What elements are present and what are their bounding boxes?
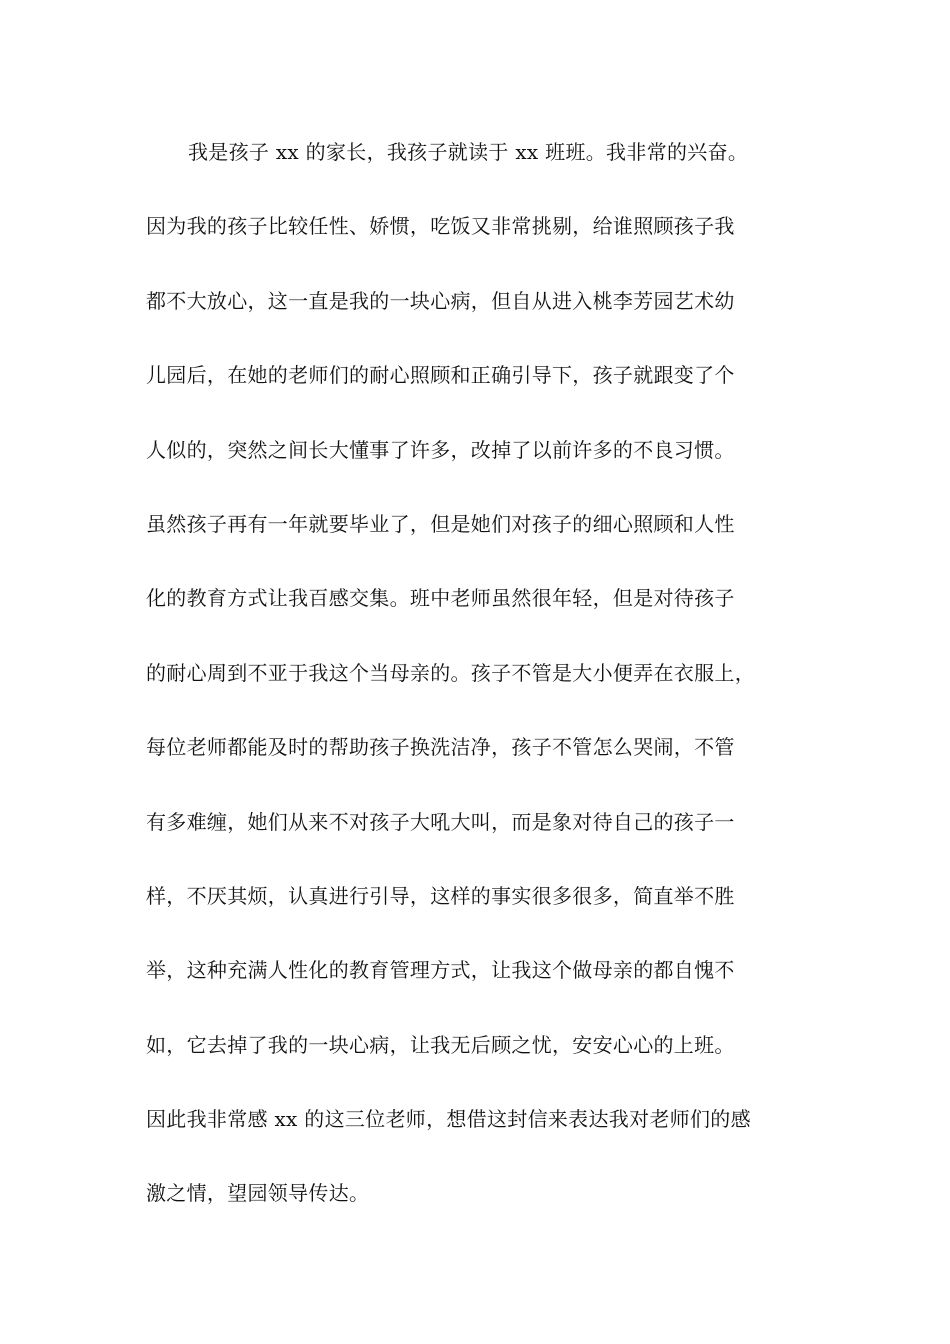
text-line-12: 举，这种充满人性化的教育管理方式，让我这个做母亲的都自愧不: [146, 958, 735, 983]
text-line-1: 我是孩子 xx 的家长，我孩子就读于 xx 班班。我非常的兴奋。: [188, 140, 749, 164]
text-line-2: 因为我的孩子比较任性、娇惯，吃饭又非常挑剔，给谁照顾孩子我: [146, 214, 735, 239]
text-line-11: 样，不厌其烦，认真进行引导，这样的事实很多很多，简直举不胜: [146, 883, 735, 908]
text-line-3: 都不大放心，这一直是我的一块心病，但自从进入桃李芳园艺术幼: [146, 288, 735, 313]
text-line-8: 的耐心周到不亚于我这个当母亲的。孩子不管是大小便弄在衣服上，: [146, 660, 755, 685]
text-line-7: 化的教育方式让我百感交集。班中老师虽然很年轻，但是对待孩子: [146, 586, 735, 611]
text-line-13: 如，它去掉了我的一块心病，让我无后顾之忧，安安心心的上班。: [146, 1032, 735, 1057]
text-line-10: 有多难缠，她们从来不对孩子大吼大叫，而是象对待自己的孩子一: [146, 809, 735, 834]
text-line-4: 儿园后，在她的老师们的耐心照顾和正确引导下，孩子就跟变了个: [146, 363, 735, 388]
text-line-5: 人似的，突然之间长大懂事了许多，改掉了以前许多的不良习惯。: [146, 437, 735, 462]
letter-body: [146, 128, 818, 1244]
text-line-15: 激之情，望园领导传达。: [146, 1181, 370, 1206]
text-line-6: 虽然孩子再有一年就要毕业了，但是她们对孩子的细心照顾和人性: [146, 511, 735, 536]
text-line-14: 因此我非常感 xx 的这三位老师，想借这封信来表达我对老师们的感: [146, 1107, 751, 1132]
text-line-9: 每位老师都能及时的帮助孩子换洗洁净，孩子不管怎么哭闹，不管: [146, 735, 735, 760]
